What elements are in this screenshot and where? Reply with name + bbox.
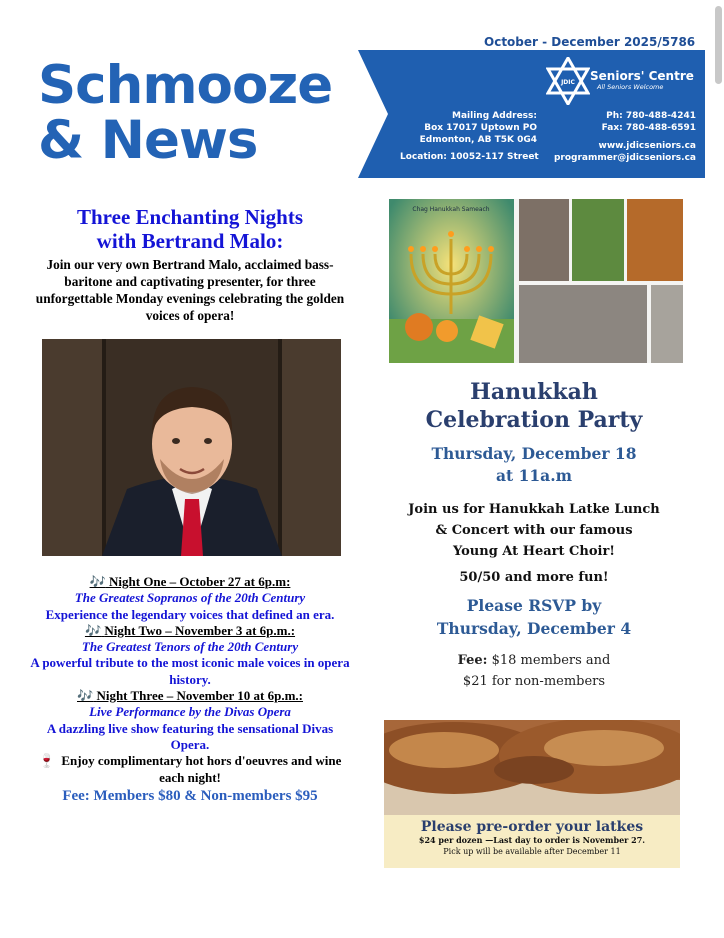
opera-intro-text: Join our very own Bertrand Malo, acclaimed bass-baritone and captivating presenter, for three unforgettable Monday evenings celebrating the golden voices of opera! (35, 257, 345, 323)
website-link[interactable]: www.jdicseniors.ca (598, 141, 696, 151)
rsvp-line-1: Please RSVP by (466, 596, 602, 615)
preorder-title: Please pre-order your latkes (420, 819, 644, 835)
centre-tagline: All Seniors Welcome (597, 83, 664, 91)
contact-info (548, 110, 696, 164)
issue-date-range: October - December 2025/5786 (484, 35, 696, 49)
logo-badge-text: JDIC (561, 79, 575, 86)
address-label: Mailing Address: (452, 111, 537, 121)
fax-number: Fax: 780-488-6591 (601, 123, 696, 133)
hanukkah-fee-nonmembers: $21 for non-members (462, 674, 606, 689)
perks-text: Enjoy complimentary hot hors d'oeuvres and wine each night! (61, 753, 342, 785)
hanukkah-fee-label: Fee: (457, 653, 488, 668)
hanukkah-title-line-2: Celebration Party (425, 407, 643, 433)
rsvp-line-2: Thursday, December 4 (436, 619, 632, 638)
night-two-description: A powerful tribute to the most iconic male voices in opera history. (30, 655, 350, 687)
email-link[interactable]: programmer@jdicseniors.ca (553, 153, 696, 163)
opera-fee: Fee: Members $80 & Non-members $95 (62, 787, 318, 804)
night-one (30, 574, 350, 623)
collage-photo-guests (519, 199, 569, 281)
star-of-david-icon (546, 57, 590, 105)
hanukkah-description (384, 499, 684, 562)
perks-line (30, 753, 350, 786)
night-two-subtitle: The Greatest Tenors of the 20th Century (81, 639, 299, 655)
night-three-heading: Night Three – November 10 at 6p.m.: (96, 688, 303, 704)
music-notes-icon: 🎶 (77, 688, 94, 704)
street-location: Location: 10052-117 Street (400, 152, 539, 162)
night-two-heading: Night Two – November 3 at 6p.m.: (104, 622, 296, 638)
opera-title-line-2: with Bertrand Malo: (96, 229, 284, 253)
latke-photo (384, 720, 680, 815)
opera-event-intro (30, 205, 350, 324)
rsvp-notice (384, 594, 684, 640)
hanukkah-date (384, 443, 684, 487)
menorah-painting (389, 199, 514, 363)
hanukkah-photo-collage (389, 199, 683, 363)
collage-photo-dining-hall (519, 285, 647, 363)
hanukkah-title (384, 378, 684, 434)
latke-preorder-panel (384, 720, 680, 868)
night-one-subtitle: The Greatest Sopranos of the 20th Century (74, 590, 306, 606)
phone-number: Ph: 780-488-4241 (606, 111, 696, 121)
newsletter-masthead (38, 55, 333, 171)
collage-photo-salad (572, 199, 624, 281)
collage-photo-room (651, 285, 683, 363)
preorder-deadline: —Last day to order is November 27. (482, 835, 646, 845)
presenter-portrait-photo (42, 339, 341, 556)
centre-name: Seniors' Centre (590, 69, 694, 83)
portrait-illustration (42, 339, 341, 556)
night-three-description: A dazzling live show featuring the sensational Divas Opera. (46, 720, 334, 752)
preorder-band (384, 815, 680, 868)
music-notes-icon: 🎶 (89, 574, 106, 589)
star-of-david-logo (546, 57, 590, 105)
mailing-address (400, 110, 537, 163)
night-three-subtitle: Live Performance by the Divas Opera (89, 704, 291, 720)
address-box: Box 17017 Uptown PO (424, 123, 537, 133)
hanukkah-desc-line-2: & Concert with our famous (435, 523, 633, 538)
hanukkah-desc-line-1: Join us for Hanukkah Latke Lunch (408, 502, 660, 517)
wine-glass-icon: 🍷 (38, 753, 55, 769)
hanukkah-fee-members: $18 members and (487, 653, 611, 668)
preorder-pickup: Pick up will be available after December 11 (443, 847, 621, 856)
night-one-heading: Night One – October 27 at 6p.m: (109, 574, 291, 589)
masthead-line-2: & News (38, 110, 258, 171)
hanukkah-desc-line-3: Young At Heart Choir! (452, 544, 616, 559)
night-three (30, 688, 350, 753)
music-notes-icon: 🎶 (84, 622, 102, 638)
scrollbar[interactable] (715, 6, 722, 84)
address-city: Edmonton, AB T5K 0G4 (419, 135, 537, 145)
opera-night-list (30, 574, 350, 804)
opera-event-title (30, 205, 350, 253)
hanukkah-fee (384, 650, 684, 692)
masthead-line-1: Schmooze (38, 55, 333, 116)
collage-photo-dessert (627, 199, 683, 281)
hanukkah-party-flyer (384, 378, 684, 692)
night-one-description: Experience the legendary voices that defined an era. (45, 606, 335, 622)
hanukkah-date-line-2: at 11a.m (495, 466, 572, 485)
hanukkah-title-line-1: Hanukkah (470, 379, 598, 405)
night-two (30, 623, 350, 688)
hanukkah-date-line-1: Thursday, December 18 (431, 444, 637, 463)
opera-title-line-1: Three Enchanting Nights (77, 205, 303, 229)
menorah-icon (389, 199, 514, 363)
preorder-price: $24 per dozen (418, 835, 483, 845)
collage-caption: Chag Hanukkah Sameach (412, 206, 490, 213)
hanukkah-extras: 50/50 and more fun! (459, 570, 609, 585)
preorder-terms (384, 835, 680, 846)
